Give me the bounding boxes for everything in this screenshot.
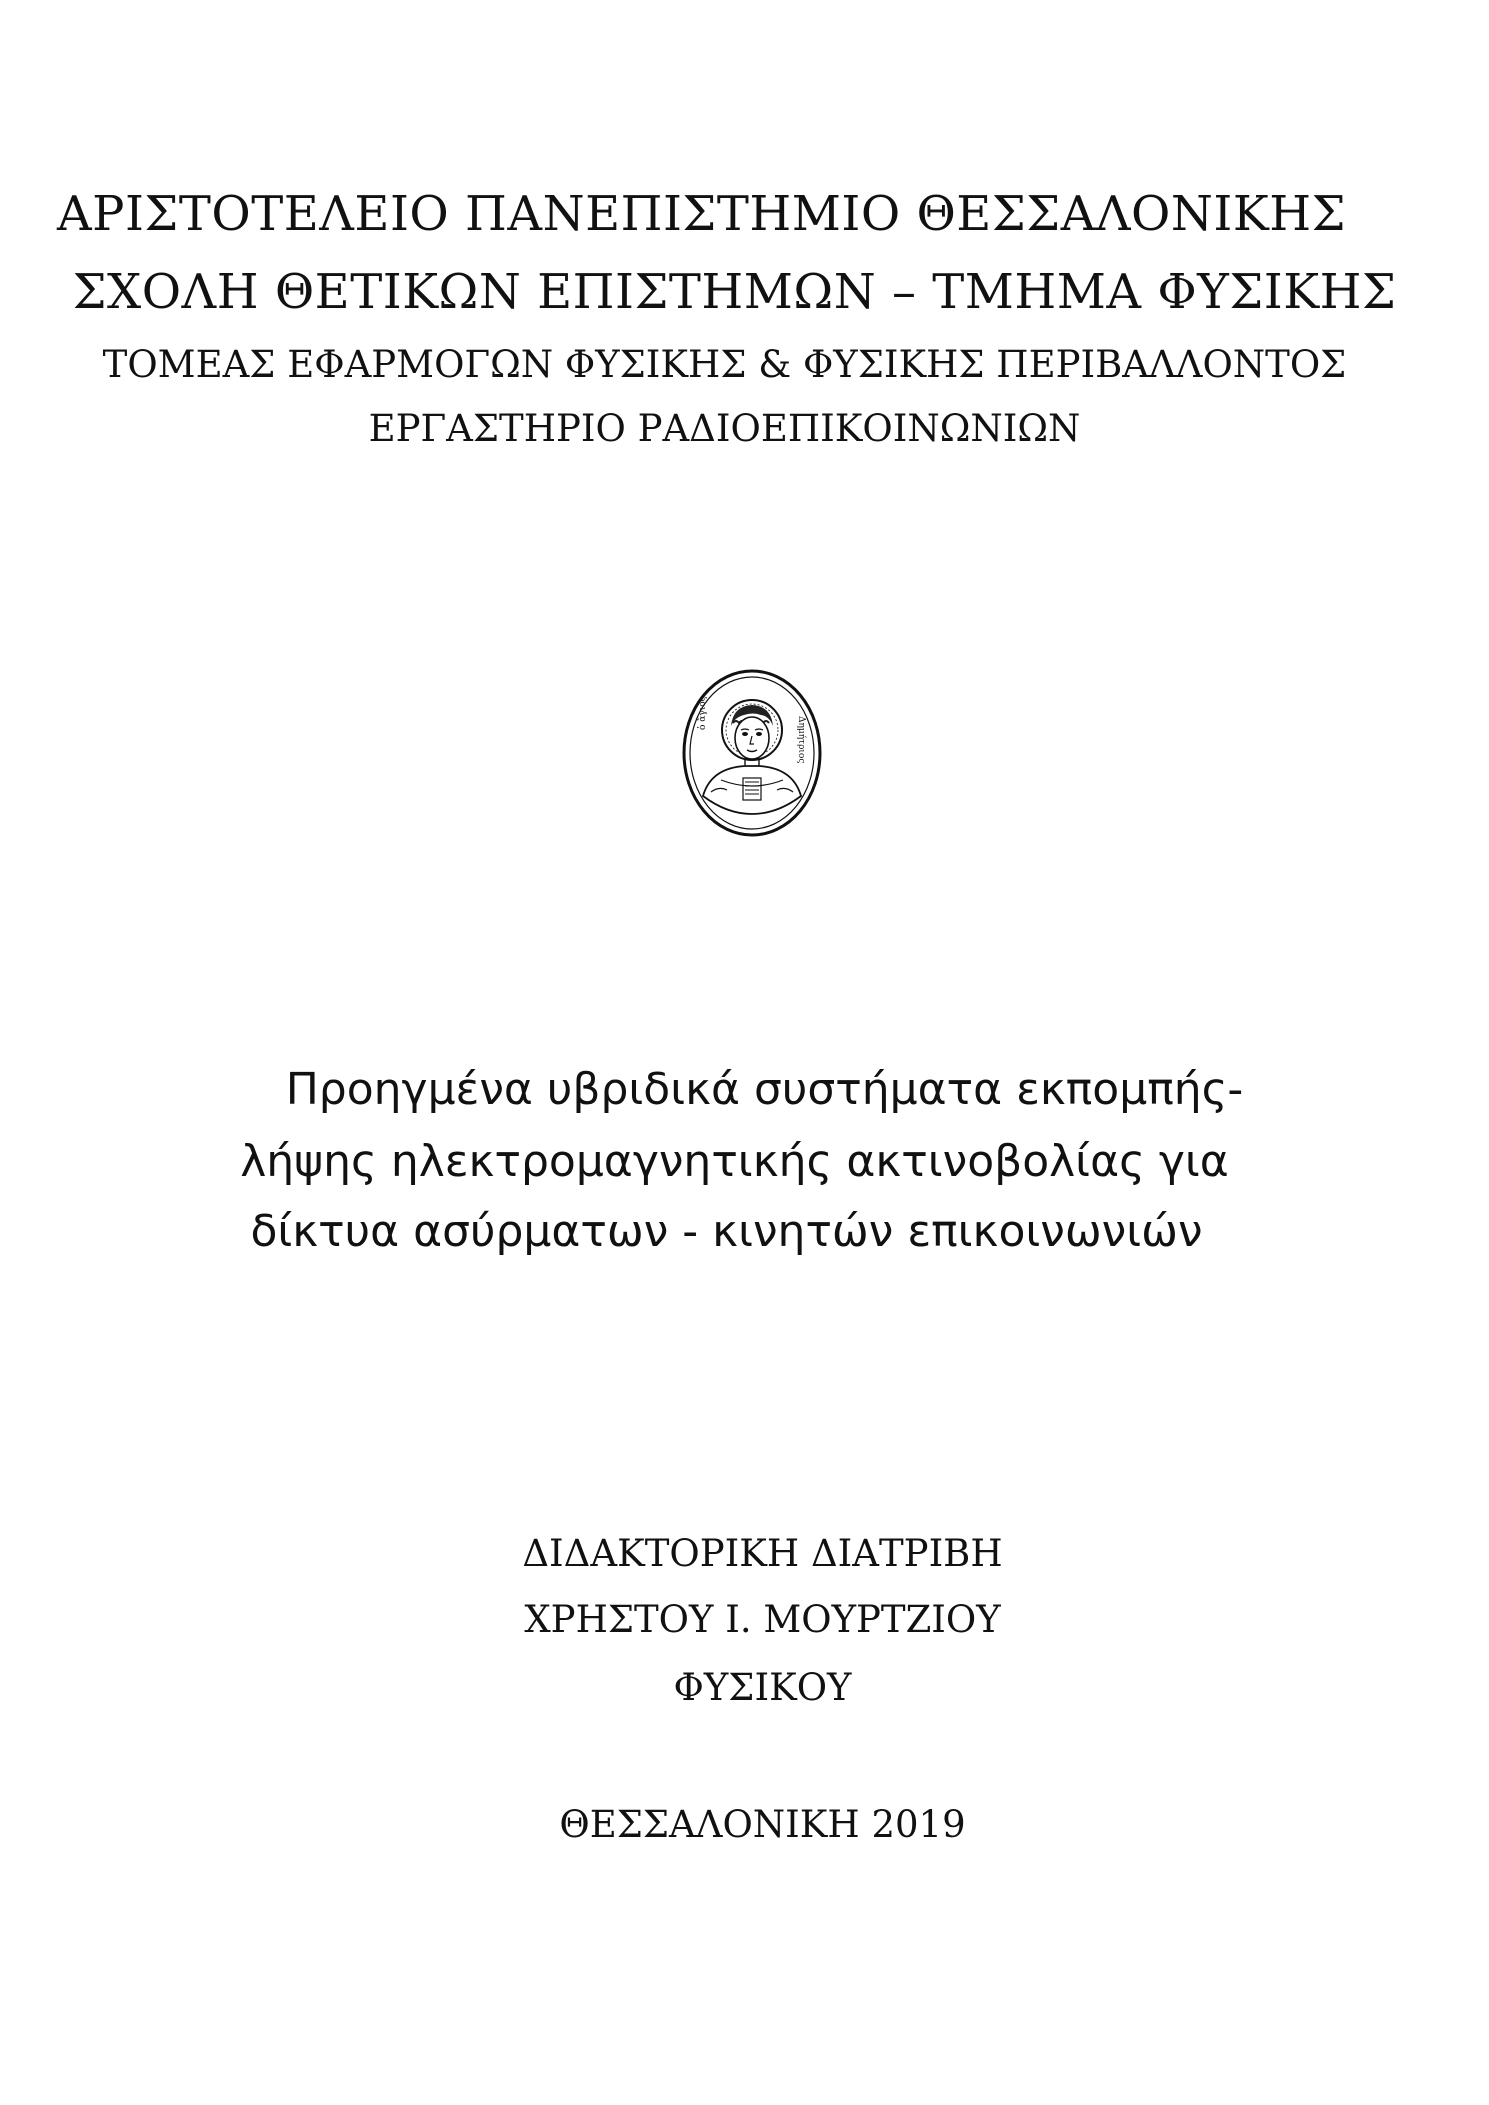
document-type: ΔΙΔΑΚΤΟΡΙΚΗ ΔΙΑΤΡΙΒΗ xyxy=(522,1532,1003,1575)
author-profession: ΦΥΣΙΚΟΥ xyxy=(673,1666,852,1709)
place-year: ΘΕΣΣΑΛΟΝΙΚΗ 2019 xyxy=(559,1803,966,1846)
school-department: ΣΧΟΛΗ ΘΕΤΙΚΩΝ ΕΠΙΣΤΗΜΩΝ – ΤΜΗΜΑ ΦΥΣΙΚΗΣ xyxy=(72,264,1397,320)
university-seal-icon xyxy=(681,668,823,838)
thesis-title-line-3: δίκτυα ασύρματων - κινητών επικοινωνιών xyxy=(250,1206,1203,1257)
laboratory-name: ΕΡΓΑΣΤΗΡΙΟ ΡΑΔΙΟΕΠΙΚΟΙΝΩΝΙΩΝ xyxy=(368,407,1081,450)
svg-text:Δημήτριος: Δημήτριος xyxy=(796,716,806,764)
thesis-title-line-2: λήψης ηλεκτρομαγνητικής ακτινοβολίας για xyxy=(240,1136,1229,1187)
svg-text:ὁ ἅγιος: ὁ ἅγιος xyxy=(698,696,708,730)
university-name: ΑΡΙΣΤΟΤΕΛΕΙΟ ΠΑΝΕΠΙΣΤΗΜΙΟ ΘΕΣΣΑΛΟΝΙΚΗΣ xyxy=(56,186,1347,242)
sector-name: ΤΟΜΕΑΣ ΕΦΑΡΜΟΓΩΝ ΦΥΣΙΚΗΣ & ΦΥΣΙΚΗΣ ΠΕΡΙΒΑΛΛΟΝΤΟΣ xyxy=(102,343,1347,386)
thesis-title-line-1: Προηγμένα υβριδικά συστήματα εκπομπής- xyxy=(285,1064,1244,1115)
author-name: ΧΡΗΣΤΟΥ Ι. ΜΟΥΡΤΖΙΟΥ xyxy=(524,1598,1001,1641)
